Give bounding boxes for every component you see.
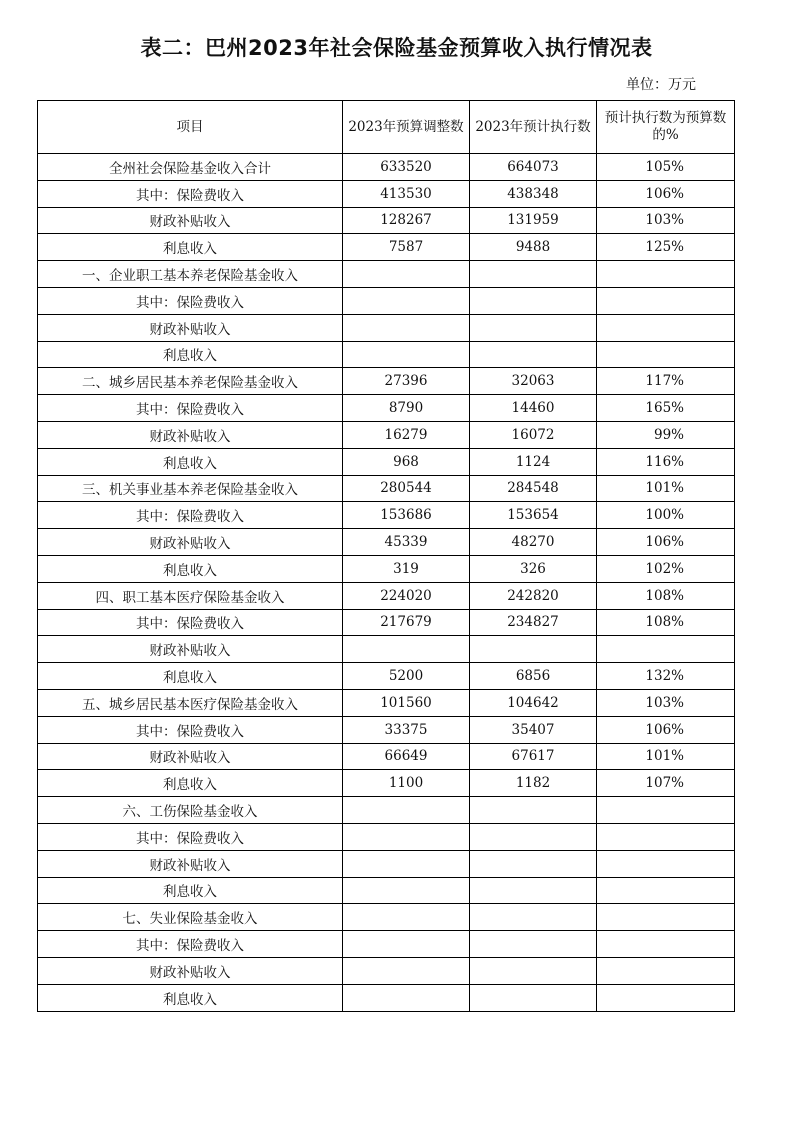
row-budget-value: 45339 <box>343 529 470 556</box>
table-row <box>38 154 735 181</box>
row-actual-value: 284548 <box>470 475 597 502</box>
table-row <box>38 609 735 636</box>
row-budget-value <box>343 850 470 877</box>
table-row <box>38 957 735 984</box>
row-item-name: 一、企业职工基本养老保险基金收入 <box>38 261 343 288</box>
row-item-name: 其中：保险费收入 <box>38 609 343 636</box>
table-row <box>38 261 735 288</box>
row-budget-value: 1100 <box>343 770 470 797</box>
table-row <box>38 207 735 234</box>
row-item-name: 其中：保险费收入 <box>38 180 343 207</box>
header-row <box>38 101 735 154</box>
row-budget-value: 16279 <box>343 421 470 448</box>
table-row <box>38 931 735 958</box>
table-row <box>38 743 735 770</box>
row-item-name: 利息收入 <box>38 448 343 475</box>
row-percent-value <box>597 797 735 824</box>
row-budget-value <box>343 287 470 314</box>
row-budget-value <box>343 984 470 1011</box>
table-row <box>38 180 735 207</box>
table-row <box>38 689 735 716</box>
row-actual-value: 6856 <box>470 663 597 690</box>
row-item-name: 财政补贴收入 <box>38 207 343 234</box>
row-actual-value <box>470 341 597 368</box>
table-row <box>38 448 735 475</box>
table-row <box>38 395 735 422</box>
header-budget: 2023年预算调整数 <box>343 101 470 154</box>
row-item-name: 利息收入 <box>38 341 343 368</box>
row-item-name: 六、工伤保险基金收入 <box>38 797 343 824</box>
row-percent-value: 100% <box>597 502 735 529</box>
row-item-name: 利息收入 <box>38 770 343 797</box>
row-actual-value: 438348 <box>470 180 597 207</box>
table-row <box>38 421 735 448</box>
table-row <box>38 770 735 797</box>
page-title: 表二：巴州2023年社会保险基金预算收入执行情况表 <box>140 36 653 60</box>
table-row <box>38 287 735 314</box>
row-item-name: 利息收入 <box>38 555 343 582</box>
row-actual-value <box>470 957 597 984</box>
row-budget-value: 7587 <box>343 234 470 261</box>
row-budget-value: 280544 <box>343 475 470 502</box>
table-row <box>38 368 735 395</box>
row-item-name: 五、城乡居民基本医疗保险基金收入 <box>38 689 343 716</box>
row-percent-value <box>597 287 735 314</box>
row-budget-value: 217679 <box>343 609 470 636</box>
row-actual-value: 234827 <box>470 609 597 636</box>
row-actual-value: 153654 <box>470 502 597 529</box>
row-item-name: 其中：保险费收入 <box>38 823 343 850</box>
row-item-name: 财政补贴收入 <box>38 421 343 448</box>
row-actual-value: 242820 <box>470 582 597 609</box>
table-row <box>38 797 735 824</box>
row-percent-value: 101% <box>597 743 735 770</box>
row-item-name: 其中：保险费收入 <box>38 395 343 422</box>
row-actual-value: 48270 <box>470 529 597 556</box>
row-actual-value <box>470 984 597 1011</box>
row-actual-value: 104642 <box>470 689 597 716</box>
row-percent-value: 103% <box>597 207 735 234</box>
table-row <box>38 823 735 850</box>
row-budget-value <box>343 904 470 931</box>
row-item-name: 财政补贴收入 <box>38 314 343 341</box>
header-percent: 预计执行数为预算数的% <box>597 101 735 154</box>
row-budget-value <box>343 877 470 904</box>
row-item-name: 二、城乡居民基本养老保险基金收入 <box>38 368 343 395</box>
row-percent-value <box>597 877 735 904</box>
table-row <box>38 341 735 368</box>
row-item-name: 利息收入 <box>38 663 343 690</box>
row-actual-value: 35407 <box>470 716 597 743</box>
row-actual-value <box>470 287 597 314</box>
row-actual-value: 1182 <box>470 770 597 797</box>
row-percent-value: 125% <box>597 234 735 261</box>
row-budget-value: 413530 <box>343 180 470 207</box>
row-percent-value <box>597 904 735 931</box>
row-actual-value <box>470 314 597 341</box>
row-item-name: 其中：保险费收入 <box>38 931 343 958</box>
row-budget-value: 633520 <box>343 154 470 181</box>
row-budget-value: 8790 <box>343 395 470 422</box>
row-budget-value <box>343 957 470 984</box>
row-item-name: 财政补贴收入 <box>38 850 343 877</box>
row-percent-value: 107% <box>597 770 735 797</box>
row-budget-value <box>343 823 470 850</box>
row-budget-value: 128267 <box>343 207 470 234</box>
row-percent-value: 117% <box>597 368 735 395</box>
row-percent-value: 105% <box>597 154 735 181</box>
table-body <box>38 154 735 1012</box>
table-row <box>38 716 735 743</box>
table-row <box>38 663 735 690</box>
row-item-name: 四、职工基本医疗保险基金收入 <box>38 582 343 609</box>
row-percent-value: 102% <box>597 555 735 582</box>
table-row <box>38 475 735 502</box>
table-row <box>38 582 735 609</box>
row-percent-value: 108% <box>597 609 735 636</box>
row-percent-value <box>597 957 735 984</box>
row-actual-value: 131959 <box>470 207 597 234</box>
row-actual-value <box>470 636 597 663</box>
row-budget-value: 5200 <box>343 663 470 690</box>
row-item-name: 其中：保险费收入 <box>38 716 343 743</box>
row-budget-value <box>343 314 470 341</box>
header-actual: 2023年预计执行数 <box>470 101 597 154</box>
row-item-name: 其中：保险费收入 <box>38 287 343 314</box>
row-actual-value <box>470 823 597 850</box>
table-row <box>38 234 735 261</box>
row-item-name: 利息收入 <box>38 984 343 1011</box>
row-item-name: 财政补贴收入 <box>38 957 343 984</box>
row-item-name: 其中：保险费收入 <box>38 502 343 529</box>
row-item-name: 财政补贴收入 <box>38 743 343 770</box>
row-actual-value: 326 <box>470 555 597 582</box>
row-actual-value: 32063 <box>470 368 597 395</box>
table-row <box>38 984 735 1011</box>
table-row <box>38 636 735 663</box>
row-actual-value: 1124 <box>470 448 597 475</box>
row-percent-value <box>597 341 735 368</box>
row-budget-value <box>343 931 470 958</box>
row-item-name: 财政补贴收入 <box>38 529 343 556</box>
row-item-name: 三、机关事业基本养老保险基金收入 <box>38 475 343 502</box>
row-actual-value: 16072 <box>470 421 597 448</box>
row-percent-value: 99% <box>597 421 735 448</box>
row-percent-value: 108% <box>597 582 735 609</box>
row-actual-value <box>470 877 597 904</box>
row-percent-value: 106% <box>597 716 735 743</box>
row-budget-value: 66649 <box>343 743 470 770</box>
table-row <box>38 529 735 556</box>
table-row <box>38 877 735 904</box>
row-percent-value: 101% <box>597 475 735 502</box>
row-item-name: 利息收入 <box>38 877 343 904</box>
row-budget-value: 968 <box>343 448 470 475</box>
row-percent-value: 132% <box>597 663 735 690</box>
row-budget-value: 27396 <box>343 368 470 395</box>
row-actual-value <box>470 797 597 824</box>
table-row <box>38 850 735 877</box>
row-percent-value <box>597 984 735 1011</box>
row-actual-value <box>470 261 597 288</box>
table-row <box>38 904 735 931</box>
row-percent-value <box>597 261 735 288</box>
row-percent-value <box>597 850 735 877</box>
row-percent-value: 103% <box>597 689 735 716</box>
row-percent-value <box>597 823 735 850</box>
row-actual-value <box>470 904 597 931</box>
row-item-name: 财政补贴收入 <box>38 636 343 663</box>
row-percent-value: 106% <box>597 529 735 556</box>
row-budget-value: 33375 <box>343 716 470 743</box>
row-budget-value: 101560 <box>343 689 470 716</box>
table-row <box>38 555 735 582</box>
row-actual-value <box>470 931 597 958</box>
row-actual-value: 14460 <box>470 395 597 422</box>
row-actual-value: 67617 <box>470 743 597 770</box>
row-budget-value: 153686 <box>343 502 470 529</box>
row-budget-value: 224020 <box>343 582 470 609</box>
row-percent-value <box>597 636 735 663</box>
row-budget-value <box>343 261 470 288</box>
table-row <box>38 502 735 529</box>
row-item-name: 全州社会保险基金收入合计 <box>38 154 343 181</box>
row-percent-value <box>597 931 735 958</box>
table-row <box>38 314 735 341</box>
row-budget-value <box>343 797 470 824</box>
row-budget-value <box>343 636 470 663</box>
row-budget-value <box>343 341 470 368</box>
row-item-name: 七、失业保险基金收入 <box>38 904 343 931</box>
header-item: 项目 <box>38 101 343 154</box>
income-table <box>37 100 735 1012</box>
row-budget-value: 319 <box>343 555 470 582</box>
row-actual-value: 664073 <box>470 154 597 181</box>
unit-label: 单位：万元 <box>626 77 696 93</box>
row-actual-value: 9488 <box>470 234 597 261</box>
row-percent-value: 165% <box>597 395 735 422</box>
row-item-name: 利息收入 <box>38 234 343 261</box>
row-percent-value: 116% <box>597 448 735 475</box>
row-actual-value <box>470 850 597 877</box>
row-percent-value <box>597 314 735 341</box>
row-percent-value: 106% <box>597 180 735 207</box>
